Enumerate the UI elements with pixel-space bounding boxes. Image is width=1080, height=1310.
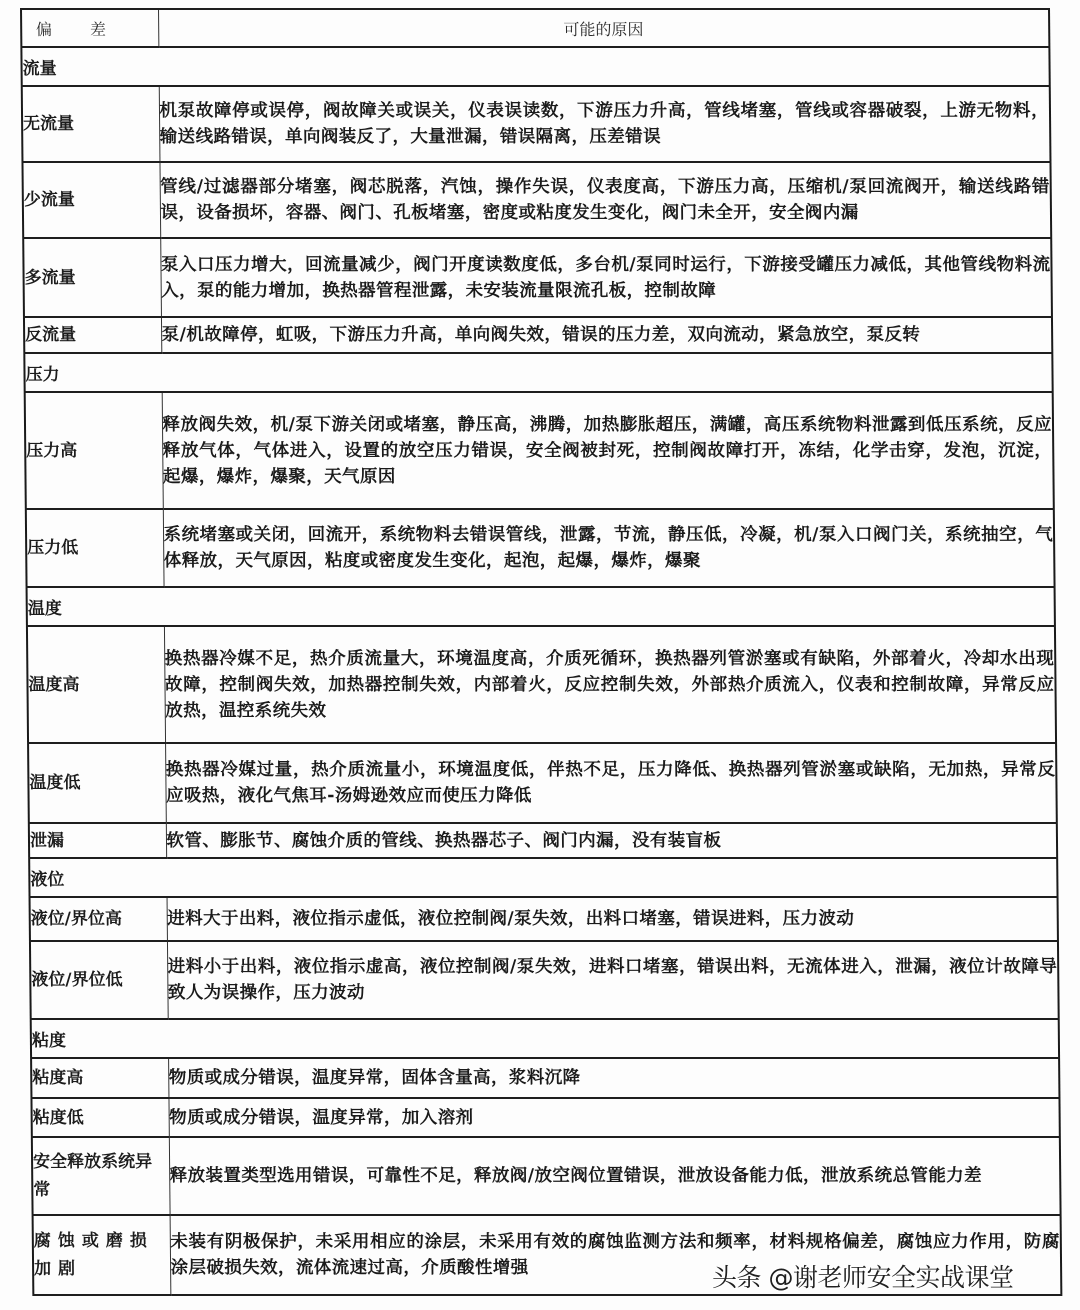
deviation-cell: 泄漏 xyxy=(29,823,166,858)
column-header-deviation: 偏差 xyxy=(21,9,158,47)
causes-cell: 未装有阴极保护，未采用相应的涂层，未采用有效的腐蚀监测方法和频率，材料规格偏差，腐蚀应力作用，防腐涂层破损失效，流体流速过高，介质酸性增强 xyxy=(170,1215,1062,1295)
section-title: 压力 xyxy=(24,353,1052,392)
table-row xyxy=(31,1098,1059,1137)
section-title: 流量 xyxy=(21,47,1049,86)
deviation-cell: 反流量 xyxy=(24,317,161,353)
table-row xyxy=(29,823,1057,858)
table-header-row xyxy=(21,9,1049,47)
deviation-cell: 压力低 xyxy=(26,509,164,587)
causes-cell: 释放阀失效，机/泵下游关闭或堵塞，静压高，沸腾，加热膨胀超压，满罐，高压系统物料泄露到低压系统，反应释放气体，气体进入，设置的放空压力错误，安全阀被封死，控制阀故障打开，冻结，化学击穿，发泡，沉淀，起爆，爆炸，爆聚，天气原因 xyxy=(162,392,1054,509)
document-sheet xyxy=(20,8,1060,1296)
section-row-flow xyxy=(21,47,1049,86)
causes-cell: 泵入口压力增大，回流量减少，阀门开度读数度低，多台机/泵同时运行，下游接受罐压力减低，其他管线物料流入，泵的能力增加，换热器管程泄露，未安装流量限流孔板，控制故障 xyxy=(160,238,1052,317)
causes-cell: 进料大于出料，液位指示虚低，液位控制阀/泵失效，出料口堵塞，错误进料，压力波动 xyxy=(167,897,1058,941)
section-title: 粘度 xyxy=(31,1019,1059,1058)
section-row-pressure xyxy=(24,353,1052,392)
table-row xyxy=(27,626,1056,743)
deviation-cell: 少流量 xyxy=(22,162,160,238)
section-row-viscosity xyxy=(31,1019,1059,1058)
causes-cell: 释放装置类型选用错误，可靠性不足，释放阀/放空阀位置错误，泄放设备能力低，泄放系统总管能力差 xyxy=(169,1137,1061,1215)
section-row-temperature xyxy=(27,587,1055,626)
causes-cell: 泵/机故障停，虹吸，下游压力升高，单向阀失效，错误的压力差，双向流动，紧急放空，泵反转 xyxy=(161,317,1052,353)
deviation-cell: 多流量 xyxy=(23,238,161,317)
causes-cell: 软管、膨胀节、腐蚀介质的管线、换热器芯子、阀门内漏，没有装盲板 xyxy=(166,823,1057,858)
section-title: 液位 xyxy=(29,858,1057,897)
causes-cell: 管线/过滤器部分堵塞，阀芯脱落，汽蚀，操作失误，仪表度高，下游压力高，压缩机/泵回流阀开，输送线路错误，设备损坏，容器、阀门、孔板堵塞，密度或粘度发生变化，阀门未全开，安全阀内漏 xyxy=(159,162,1051,238)
table-row xyxy=(25,392,1054,509)
table-row xyxy=(24,317,1052,353)
deviation-cell: 腐蚀或磨损加剧 xyxy=(33,1215,171,1295)
deviation-cell: 液位/界位高 xyxy=(30,897,167,941)
table-row xyxy=(22,162,1051,238)
watermark-text: 头条 @谢老师安全实战课堂 xyxy=(712,1263,1014,1292)
deviation-cell: 粘度低 xyxy=(31,1098,168,1137)
deviation-cell: 粘度高 xyxy=(31,1058,168,1098)
deviation-cell: 压力高 xyxy=(25,392,163,509)
deviation-cell: 无流量 xyxy=(22,86,160,162)
deviation-cell: 温度高 xyxy=(27,626,165,743)
table-row xyxy=(26,509,1055,587)
hazop-deviation-table xyxy=(20,8,1062,1296)
table-row xyxy=(30,941,1059,1019)
section-row-level xyxy=(29,858,1057,897)
causes-cell: 物质或成分错误，温度异常，加入溶剂 xyxy=(168,1098,1059,1137)
table-row xyxy=(30,897,1058,941)
table-row xyxy=(22,86,1051,162)
table-row xyxy=(31,1058,1059,1098)
causes-cell: 机泵故障停或误停，阀故障关或误关，仪表误读数，下游压力升高，管线堵塞，管线或容器破裂，上游无物料，输送线路错误，单向阀装反了，大量泄漏，错误隔离，压差错误 xyxy=(159,86,1051,162)
causes-cell: 进料小于出料，液位指示虚高，液位控制阀/泵失效，进料口堵塞，错误出料，无流体进入，泄漏，液位计故障导致人为误操作，压力波动 xyxy=(167,941,1059,1019)
column-header-causes: 可能的原因 xyxy=(158,9,1049,47)
table-row xyxy=(28,743,1057,823)
deviation-cell: 安全释放系统异常 xyxy=(32,1137,170,1215)
causes-cell: 换热器冷媒过量，热介质流量小，环境温度低，伴热不足，压力降低、换热器列管淤塞或缺陷，无加热，异常反应吸热，液化气焦耳-汤姆逊效应而使压力降低 xyxy=(165,743,1057,823)
table-row xyxy=(23,238,1052,317)
causes-cell: 系统堵塞或关闭，回流开，系统物料去错误管线，泄露，节流，静压低，冷凝，机/泵入口阀门关，系统抽空，气体释放，天气原因，粘度或密度发生变化，起泡，起爆，爆炸，爆聚 xyxy=(163,509,1055,587)
causes-cell: 物质或成分错误，温度异常，固体含量高，浆料沉降 xyxy=(168,1058,1059,1098)
deviation-cell: 液位/界位低 xyxy=(30,941,168,1019)
section-title: 温度 xyxy=(27,587,1055,626)
deviation-cell: 温度低 xyxy=(28,743,166,823)
table-row xyxy=(32,1137,1061,1215)
causes-cell: 换热器冷媒不足，热介质流量大，环境温度高，介质死循环，换热器列管淤塞或有缺陷，外部着火，冷却水出现故障，控制阀失效，加热器控制失效，内部着火，反应控制失效，外部热介质流入，仪表和控制故障，异常反应放热，温控系统失效 xyxy=(164,626,1056,743)
